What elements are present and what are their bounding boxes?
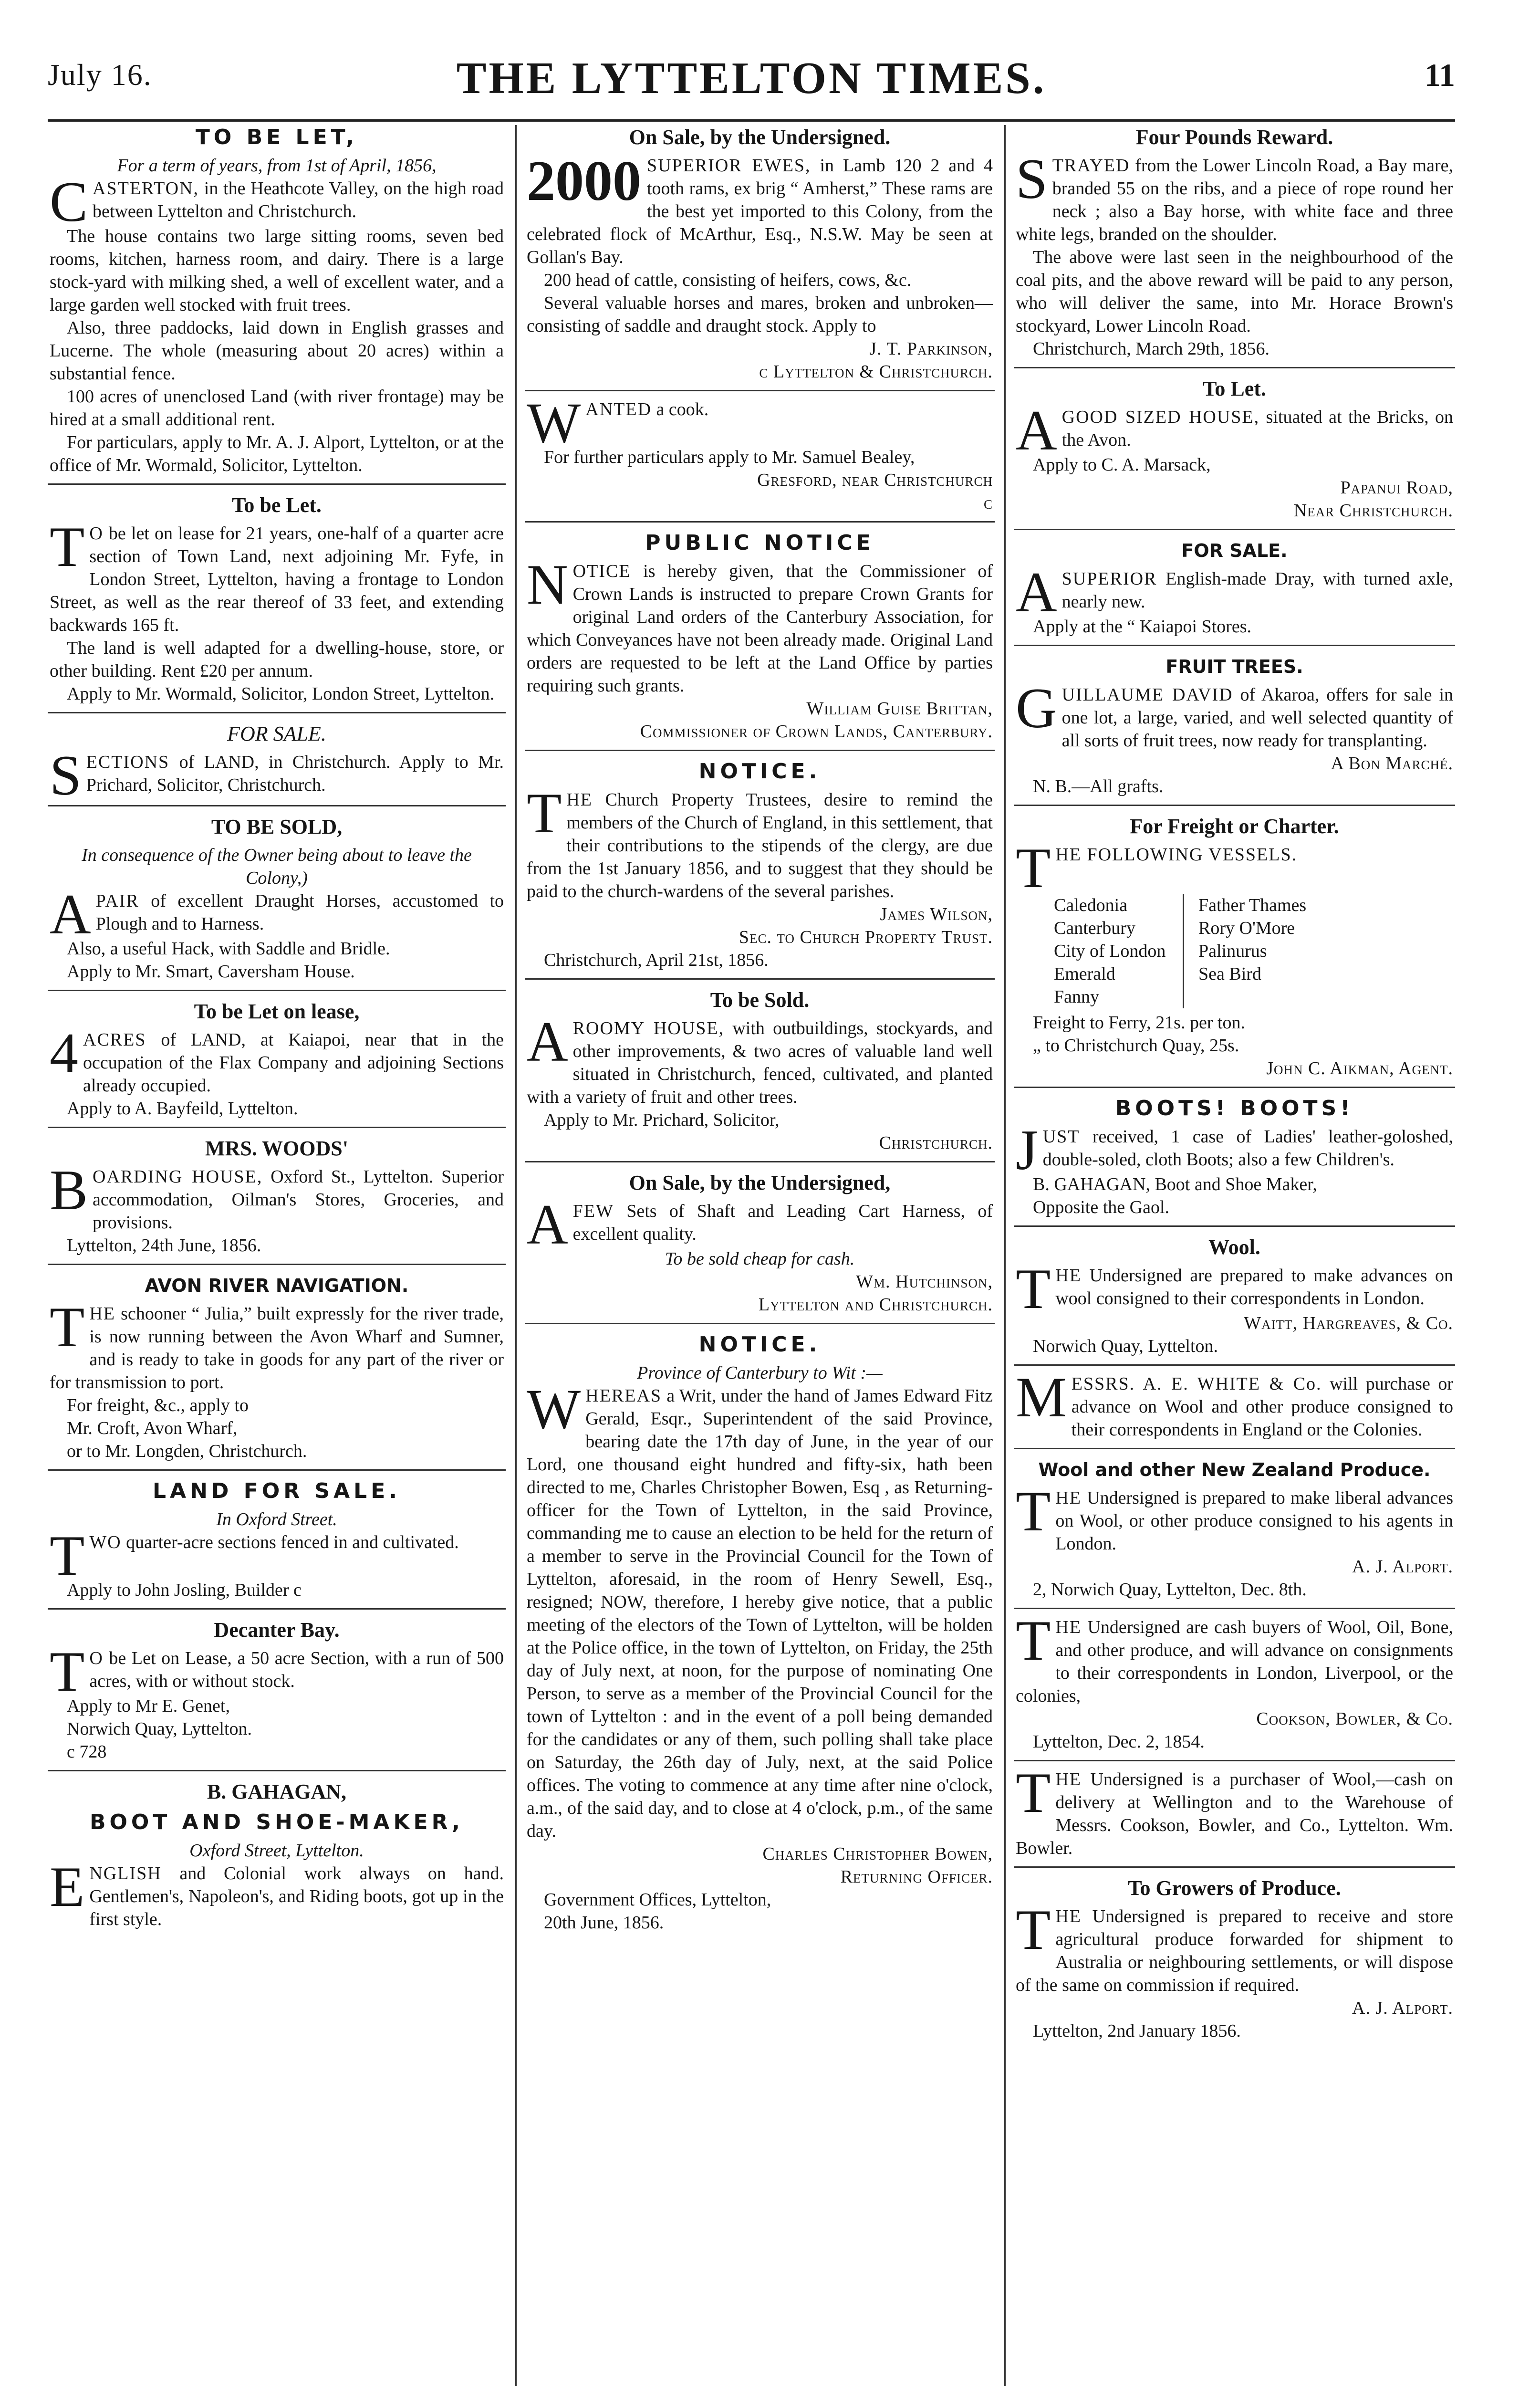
- advertisement: [1014, 813, 1455, 1088]
- advertisement: [525, 1331, 995, 1941]
- ad-lead-word: ANTED: [585, 399, 652, 419]
- ad-paragraph: c 728: [67, 1742, 107, 1762]
- ad-paragraph: Several valuable horses and mares, broken and unbroken—consisting of saddle and draught stock. Apply to: [527, 293, 993, 336]
- ad-signature: A. J. Alport.: [1352, 1557, 1453, 1577]
- ad-text: will purchase or advance on Wool and other produce consigned to their correspondents in England or the Colonies.: [1071, 1374, 1454, 1440]
- ad-body: [527, 1193, 993, 1256]
- ad-heading: Wool and other New Zealand Produce.: [1038, 1459, 1431, 1480]
- ad-text: schooner “ Julia,” built expressly for the river trade, is now running between the Avon Wharf and Sumner, and is ready to take in goods for any part of the river or for transmission to port.: [50, 1304, 504, 1392]
- ad-paragraph: The land is well adapted for a dwelling-house, store, or other building. Rent £20 per annum.: [50, 638, 504, 681]
- ad-text: quarter-acre sections fenced in and cultivated.: [126, 1532, 459, 1552]
- ad-heading: MRS. WOODS': [205, 1137, 348, 1160]
- ad-text: in Lamb 120 2 and 4 tooth rams, ex brig “ Amherst,” These rams are the best yet imported to this Colony, from the celebrated flock of McArthur, Esq., N.S.W. May be seen at Gollan's Bay.: [527, 156, 993, 267]
- ad-signature-line: Lyttelton and Christchurch.: [758, 1295, 993, 1315]
- advertisement: [1014, 653, 1455, 806]
- drop-cap: J: [1016, 1118, 1038, 1182]
- ad-heading: PUBLIC NOTICE: [645, 531, 874, 555]
- ad-body: [1016, 1761, 1454, 1860]
- ad-body: [50, 1158, 504, 1234]
- ad-body: [50, 515, 504, 637]
- ad-lead-word: NGLISH: [89, 1863, 162, 1884]
- ad-signature-line: c: [983, 493, 993, 513]
- ad-body: [50, 1855, 504, 1931]
- drop-cap: W: [527, 391, 581, 454]
- ad-paragraph: For freight, &c., apply to: [67, 1395, 249, 1415]
- advertisement: [525, 529, 995, 751]
- ad-date: Christchurch, April 21st, 1856.: [544, 950, 769, 970]
- ad-heading: To be Sold.: [710, 988, 810, 1012]
- vessel-name: Sea Bird: [1198, 964, 1261, 984]
- ad-body: [50, 170, 504, 233]
- ad-body: [50, 743, 504, 807]
- drop-cap: E: [50, 1855, 85, 1918]
- ad-signature-line: Commissioner of Crown Lands, Canterbury.: [640, 722, 993, 742]
- ad-paragraph: Apply to A. Bayfeild, Lyttelton.: [67, 1099, 298, 1119]
- ad-paragraph: N. B.—All grafts.: [1033, 776, 1164, 796]
- ad-body: [50, 1295, 504, 1394]
- vessel-column: [1198, 894, 1327, 1008]
- ad-paragraph: The house contains two large sitting rooms, seven bed rooms, kitchen, harness room, and dairy. There is a large stock-yard with milking shed, a well of excellent water, and a large garden well stocked with fruit trees.: [50, 226, 504, 315]
- vessel-name: Father Thames: [1198, 895, 1307, 915]
- ad-paragraph: Also, a useful Hack, with Saddle and Bridle.: [67, 939, 390, 959]
- advertisement: [1014, 1234, 1455, 1366]
- ad-body: [1016, 147, 1453, 246]
- drop-cap: G: [1016, 676, 1057, 740]
- ad-signature: A Bon Marché.: [1331, 753, 1453, 774]
- ad-body: [527, 781, 993, 903]
- ad-lead-word: ROOMY HOUSE,: [572, 1018, 725, 1038]
- newspaper-title: THE LYTTELTON TIMES.: [456, 53, 1047, 103]
- ad-heading: TO BE LET,: [195, 125, 358, 149]
- ad-text: of LAND, in Christchurch. Apply to Mr. Prichard, Solicitor, Christchurch.: [86, 752, 504, 795]
- ad-heading: Decanter Bay.: [214, 1618, 340, 1642]
- drop-cap: W: [527, 1377, 581, 1441]
- ad-body: [527, 149, 993, 269]
- advertisement: [525, 1169, 995, 1324]
- drop-cap: T: [1016, 1898, 1051, 1961]
- ad-text: a Writ, under the hand of James Edward Fitz Gerald, Esqr., Superintendent of the said Province, bearing date the 17th day of June, in the year of our Lord, one thousand eight hundred and fifty-six, hath been directed to me, Charles Christopher Bowen, Esq , as Returning-officer for the Town of Lyttelton, in the said Province, commanding me to cause an election to be held for the return of a member to serve in the Provincial Council for the Town of Lyttelton, aforesaid, in the room of Henry Sewell, Esq., resigned; NOW, therefore, I hereby give notice, that a public meeting of the electors of the Town of Lyttelton, will be holden at the Police office, in the town of Lyttelton, on Friday, the 25th day of July next, at noon, for the purpose of nominating One Person, to serve as a member of the Provincial Council for the town of Lyttelton : and in the event of a poll being demanded for the candidates or any of them, such polling shall take place on Saturday, the 26th day of July, next, at the said Police offices. The voting to commence at any time after nine o'clock, a.m., of the said day, and to close at 4 o'clock, p.m., of the same day.: [527, 1386, 993, 1841]
- ad-heading: BOOTS! BOOTS!: [1115, 1096, 1354, 1120]
- ad-text: Undersigned are prepared to make advances on wool consigned to their correspondents in London.: [1055, 1266, 1453, 1308]
- ad-lead-word: OTICE: [572, 561, 631, 581]
- ad-signature: James Wilson,: [880, 904, 993, 924]
- drop-cap: T: [50, 1640, 85, 1703]
- ad-paragraph: Norwich Quay, Lyttelton.: [67, 1719, 252, 1739]
- column-2: [525, 122, 995, 1947]
- ad-lead-word: SUPERIOR: [1061, 569, 1157, 589]
- ad-paragraph: For particulars, apply to Mr. A. J. Alport, Lyttelton, or at the office of Mr. Wormald, Solicitor, Lyttelton.: [50, 432, 504, 475]
- ad-text: Undersigned is a purchaser of Wool,—cash on delivery at Wellington and to the Warehouse of Messrs. Cookson, Bowler, and Co., Lyttelton. Wm. Bowler.: [1016, 1769, 1454, 1858]
- vessel-name: Emerald: [1054, 964, 1115, 984]
- ad-lead-word: HE: [1055, 1488, 1082, 1508]
- ad-lead-word: ECTIONS: [86, 752, 170, 772]
- advertisement: [48, 1477, 506, 1610]
- drop-cap: T: [527, 781, 562, 845]
- masthead: [48, 52, 1455, 124]
- drop-cap: B: [50, 1158, 88, 1222]
- ad-lead-word: HE: [1055, 1617, 1082, 1637]
- ad-signature: William Guise Brittan,: [806, 699, 993, 719]
- ad-text: Undersigned are cash buyers of Wool, Oil, Bone, and other produce, and will advance on consignments to their correspondents in London, Liverpool, or the colonies,: [1016, 1617, 1454, 1706]
- advertisement: [1014, 124, 1455, 368]
- vessel-divider: [1183, 894, 1184, 1008]
- ad-heading: B. GAHAGAN,: [207, 1780, 347, 1803]
- advertisement: [525, 124, 995, 391]
- ad-text: of Akaroa, offers for sale in one lot, a large, varied, and well selected quantity of all sorts of fruit trees, now ready for transplanting.: [1061, 685, 1454, 751]
- ad-heading: To be Let.: [232, 493, 322, 517]
- ad-text: be let on lease for 21 years, one-half of a quarter acre section of Town Land, next adjoining Mr. Fyfe, in London Street, Lyttelton, having a frontage to London Street, as well as the rear thereof of 33 feet, and extending backwards 165 ft.: [50, 523, 504, 635]
- drop-cap: A: [50, 882, 91, 946]
- ad-paragraph: For further particulars apply to Mr. Samuel Bealey,: [544, 447, 915, 467]
- advertisement: [1014, 1761, 1455, 1868]
- advertisement: [1014, 1456, 1455, 1609]
- ad-signature: Cookson, Bowler, & Co.: [1256, 1709, 1453, 1729]
- ad-signature-line: c Lyttelton & Christchurch.: [759, 362, 993, 382]
- advertisement: [525, 758, 995, 980]
- ad-text: of LAND, at Kaiapoi, near that in the occupation of the Flax Company and adjoining Sections already occupied.: [83, 1030, 504, 1096]
- ad-lead-word: ACRES: [83, 1030, 146, 1050]
- drop-cap: T: [1016, 1479, 1051, 1543]
- ad-paragraph: 200 head of cattle, consisting of heifers, cows, &c.: [544, 270, 912, 290]
- vessel-name: Canterbury: [1054, 918, 1135, 938]
- ad-text: in the Heathcote Valley, on the high road between Lyttelton and Christchurch.: [93, 178, 504, 221]
- ad-heading: NOTICE.: [698, 759, 821, 784]
- ad-paragraph: 2, Norwich Quay, Lyttelton, Dec. 8th.: [1033, 1580, 1307, 1600]
- ad-signature: Wm. Hutchinson,: [856, 1272, 993, 1292]
- ad-paragraph: Lyttelton, 24th June, 1856.: [67, 1235, 261, 1256]
- column-divider: [515, 125, 517, 2386]
- ad-lead-word: HE: [1055, 1906, 1082, 1926]
- advertisement: [525, 391, 995, 523]
- ad-lead-word: ESSRS. A. E. WHITE & Co.: [1071, 1374, 1322, 1394]
- ad-body: [527, 1377, 993, 1842]
- advertisement: [48, 1616, 506, 1771]
- advertisement: [48, 998, 506, 1128]
- drop-cap: S: [50, 743, 82, 807]
- ad-signature-line: Sec. to Church Property Trust.: [739, 927, 993, 947]
- ad-paragraph: „ to Christchurch Quay, 25s.: [1033, 1036, 1239, 1056]
- ad-text: Sets of Shaft and Leading Cart Harness, of excellent quality.: [572, 1201, 993, 1244]
- advertisement: [1014, 1095, 1455, 1227]
- ad-heading: NOTICE.: [698, 1332, 821, 1357]
- ad-heading: To Growers of Produce.: [1128, 1876, 1341, 1900]
- advertisement: [1014, 1609, 1455, 1761]
- ad-lead-word: O: [89, 1648, 104, 1668]
- vessel-name: City of London: [1054, 941, 1166, 961]
- ad-lead-word: HE: [1055, 1266, 1082, 1286]
- drop-cap: T: [50, 515, 85, 578]
- ad-number: 2000: [527, 149, 641, 212]
- ad-signature: Christchurch.: [879, 1133, 993, 1153]
- ad-lead-word: O: [89, 523, 104, 544]
- advertisement: [48, 124, 506, 485]
- ad-body: [1016, 398, 1453, 462]
- column-divider: [1004, 125, 1006, 2386]
- ad-heading: To Let.: [1203, 377, 1266, 400]
- ad-paragraph: Apply to Mr. Wormald, Solicitor, London Street, Lyttelton.: [67, 684, 495, 704]
- ad-lead-word: WO: [89, 1532, 122, 1552]
- drop-cap: 4: [50, 1021, 78, 1085]
- ad-body: [1016, 1365, 1454, 1441]
- ad-heading: For Freight or Charter.: [1130, 815, 1339, 838]
- ad-paragraph: Apply to Mr. Prichard, Solicitor,: [544, 1110, 780, 1130]
- ad-signature-line: Near Christchurch.: [1293, 501, 1453, 521]
- ad-body: [1016, 1257, 1453, 1320]
- ad-text: situated at the Bricks, on the Avon.: [1061, 407, 1453, 450]
- ad-lead-word: HE: [566, 790, 593, 810]
- ad-text: Oxford St., Lyttelton. Superior accommodation, Oilman's Stores, Groceries, and provisions.: [93, 1167, 504, 1233]
- ad-heading: TO BE SOLD,: [211, 815, 343, 838]
- advertisement: [48, 720, 506, 806]
- ad-text: Undersigned is prepared to make liberal advances on Wool, or other produce consigned to his agents in London.: [1055, 1488, 1454, 1554]
- ad-text: of excellent Draught Horses, accustomed to Plough and to Harness.: [95, 891, 504, 934]
- ad-text: a cook.: [656, 399, 709, 419]
- ad-lead-word: HE: [89, 1304, 115, 1324]
- drop-cap: T: [1016, 1761, 1051, 1824]
- advertisement: [1014, 537, 1455, 646]
- ad-paragraph: The above were last seen in the neighbourhood of the coal pits, and the above reward will be paid to any person, who will deliver the same, into Mr. Horace Brown's stockyard, Lower Lincoln Road.: [1016, 247, 1453, 336]
- ad-text: Church Property Trustees, desire to remind the members of the Church of England, in this settlement, that their contributions to the stipends of the clergy, are due from the 1st January 1856, and to suggest that they should be paid to the church-wardens of the several parishes.: [527, 790, 993, 901]
- ad-lead-word: UST: [1042, 1127, 1080, 1147]
- ad-paragraph: Also, three paddocks, laid down in English grasses and Lucerne. The whole (measuring about 20 acres) within a substantial fence.: [50, 318, 504, 384]
- vessel-list: [1054, 894, 1453, 1008]
- ad-text: English-made Dray, with turned axle, nearly new.: [1061, 569, 1453, 612]
- ad-heading: FRUIT TREES.: [1165, 656, 1303, 677]
- ad-subheading: BOOT AND SHOE-MAKER,: [89, 1810, 464, 1834]
- advertisement: [48, 813, 506, 991]
- ad-paragraph: or to Mr. Longden, Christchurch.: [67, 1441, 307, 1461]
- vessel-name: Fanny: [1054, 987, 1099, 1007]
- ad-text: and Colonial work always on hand. Gentlemen's, Napoleon's, and Riding boots, got up in the first style.: [89, 1863, 504, 1929]
- advertisement: [48, 1778, 506, 1937]
- ad-lead-word: UILLAUME DAVID: [1061, 685, 1233, 705]
- ad-body: [1016, 676, 1454, 752]
- ad-lead-word: TRAYED: [1052, 156, 1130, 176]
- advertisement: [48, 1272, 506, 1471]
- ad-lead-word: OARDING HOUSE,: [93, 1167, 263, 1187]
- page-number: 11: [1424, 57, 1455, 93]
- ad-heading: On Sale, by the Undersigned,: [629, 1171, 891, 1194]
- ad-paragraph: Christchurch, March 29th, 1856.: [1033, 339, 1270, 359]
- ad-paragraph: B. GAHAGAN, Boot and Shoe Maker,: [1033, 1174, 1317, 1194]
- ad-date: 20th June, 1856.: [544, 1913, 664, 1933]
- ad-body: [527, 553, 993, 697]
- ad-text: be Let on Lease, a 50 acre Section, with a run of 500 acres, with or without stock.: [89, 1648, 504, 1691]
- ad-lead-word: GOOD SIZED HOUSE,: [1061, 407, 1260, 427]
- drop-cap: T: [50, 1524, 85, 1587]
- drop-cap: T: [50, 1295, 85, 1359]
- ad-signature: Waitt, Hargreaves, & Co.: [1244, 1313, 1453, 1333]
- drop-cap: T: [1016, 1609, 1051, 1672]
- column-3: [1014, 122, 1455, 2056]
- ad-heading: Four Pounds Reward.: [1135, 126, 1333, 149]
- ad-body: [527, 391, 993, 454]
- issue-date: July 16.: [48, 58, 152, 92]
- ad-heading: FOR SALE.: [1181, 540, 1288, 561]
- ad-body: [1016, 1609, 1454, 1707]
- ad-signature: John C. Aikman, Agent.: [1266, 1058, 1453, 1078]
- ad-lead-word: HE: [1055, 1769, 1082, 1790]
- ad-body: [1016, 560, 1453, 624]
- vessel-column: [1054, 894, 1183, 1008]
- ad-paragraph: Apply to C. A. Marsack,: [1033, 455, 1211, 475]
- ad-lead-word: ASTERTON,: [93, 178, 199, 199]
- vessel-name: Palinurus: [1198, 941, 1267, 961]
- ad-body: [50, 1640, 504, 1703]
- ad-heading: On Sale, by the Undersigned.: [629, 126, 891, 149]
- ad-paragraph: Apply to Mr. Smart, Caversham House.: [67, 962, 355, 982]
- ad-text: with outbuildings, stockyards, and other improvements, & two acres of valuable land well situated in Christchurch, fenced, cultivated, and planted with a variety of fruit and other trees.: [527, 1018, 993, 1107]
- drop-cap: A: [1016, 560, 1057, 624]
- ad-signature-line: Returning Officer.: [840, 1867, 993, 1887]
- ad-subtitle: Oxford Street, Lyttelton.: [189, 1841, 364, 1861]
- ad-lead-word: PAIR: [95, 891, 139, 911]
- advertisement: [1014, 1874, 1455, 2049]
- ad-paragraph: Apply to Mr E. Genet,: [67, 1696, 230, 1716]
- vessel-name: Rory O'More: [1198, 918, 1295, 938]
- ad-body: [50, 1524, 504, 1587]
- advertisement: [1014, 1365, 1455, 1449]
- ad-lead-word: HE FOLLOWING VESSELS.: [1055, 845, 1298, 865]
- drop-cap: T: [1016, 1257, 1051, 1320]
- advertisement: [48, 492, 506, 713]
- ad-subtitle: In Oxford Street.: [216, 1509, 337, 1529]
- drop-cap: T: [1016, 836, 1051, 900]
- ad-text: received, 1 case of Ladies' leather-goloshed, double-soled, cloth Boots; also a few Children's.: [1042, 1127, 1454, 1170]
- ad-body: [1016, 1898, 1453, 1997]
- ad-signature: A. J. Alport.: [1352, 1998, 1453, 2018]
- ad-body: [1016, 1118, 1454, 1182]
- ad-heading: AVON RIVER NAVIGATION.: [145, 1275, 409, 1296]
- ad-paragraph: Apply at the “ Kaiapoi Stores.: [1033, 617, 1252, 637]
- drop-cap: N: [527, 553, 568, 616]
- ad-heading: LAND FOR SALE.: [153, 1479, 401, 1503]
- ad-subtitle: Province of Canterbury to Wit :—: [637, 1363, 883, 1383]
- vessel-name: Caledonia: [1054, 895, 1128, 915]
- ad-text: from the Lower Lincoln Road, a Bay mare, branded 55 on the ribs, and a piece of rope round her neck ; also a Bay horse, with white face and three white legs, branded on the shoulder.: [1016, 156, 1453, 244]
- column-1: [48, 122, 506, 1944]
- ad-paragraph: Opposite the Gaol.: [1033, 1197, 1170, 1217]
- ad-subtitle: In consequence of the Owner being about to leave the Colony,): [82, 845, 472, 888]
- ad-paragraph: Norwich Quay, Lyttelton.: [1033, 1336, 1218, 1356]
- ad-body: [527, 1010, 993, 1109]
- drop-cap: M: [1016, 1365, 1067, 1429]
- ad-subtitle: To be sold cheap for cash.: [665, 1249, 855, 1269]
- ad-lead-word: HEREAS: [585, 1386, 662, 1406]
- ad-signature: Papanui Road,: [1340, 478, 1453, 498]
- ad-signature: J. T. Parkinson,: [869, 339, 993, 359]
- ad-paragraph: 100 acres of unenclosed Land (with river frontage) may be hired at a small additional rent.: [50, 387, 504, 429]
- ad-body: [50, 1021, 504, 1097]
- ad-subtitle: For a term of years, from 1st of April, 1856,: [117, 156, 437, 176]
- ad-paragraph: Mr. Croft, Avon Wharf,: [67, 1418, 238, 1438]
- drop-cap: C: [50, 170, 88, 233]
- ad-lead-word: FEW: [572, 1201, 614, 1221]
- ad-paragraph: Lyttelton, 2nd January 1856.: [1033, 2021, 1241, 2041]
- ad-paragraph: Freight to Ferry, 21s. per ton.: [1033, 1013, 1246, 1033]
- ad-body: [1016, 1479, 1454, 1555]
- ad-heading: To be Let on lease,: [194, 1000, 360, 1023]
- ad-heading: Wool.: [1208, 1235, 1260, 1259]
- ad-text: Undersigned is prepared to receive and store agricultural produce forwarded for shipment to Australia or neighbouring settlements, or will dispose of the same on commission if required.: [1016, 1906, 1453, 1995]
- ad-lead-word: SUPERIOR EWES,: [647, 156, 811, 176]
- advertisement: [1014, 375, 1455, 530]
- ad-paragraph: Lyttelton, Dec. 2, 1854.: [1033, 1732, 1205, 1752]
- drop-cap: A: [1016, 398, 1057, 462]
- ad-heading: FOR SALE.: [227, 722, 326, 745]
- ad-text: is hereby given, that the Commissioner of Crown Lands is instructed to prepare Crown Grants for original Land orders of the Canterbury Association, for which Conveyances have not been already made. Original Land orders are requested to be left at the Land Office by parties requiring such grants.: [527, 561, 993, 696]
- ad-paragraph: Apply to John Josling, Builder c: [67, 1580, 302, 1600]
- advertisement: [525, 986, 995, 1162]
- drop-cap: A: [527, 1010, 568, 1073]
- drop-cap: A: [527, 1193, 568, 1256]
- ad-signature: Gresford, near Christchurch: [757, 470, 993, 490]
- advertisement: [48, 1135, 506, 1265]
- ad-body: [1016, 836, 1453, 900]
- ad-date: Government Offices, Lyttelton,: [544, 1890, 771, 1910]
- ad-signature: Charles Christopher Bowen,: [762, 1844, 993, 1864]
- drop-cap: S: [1016, 147, 1048, 210]
- ad-body: [50, 882, 504, 946]
